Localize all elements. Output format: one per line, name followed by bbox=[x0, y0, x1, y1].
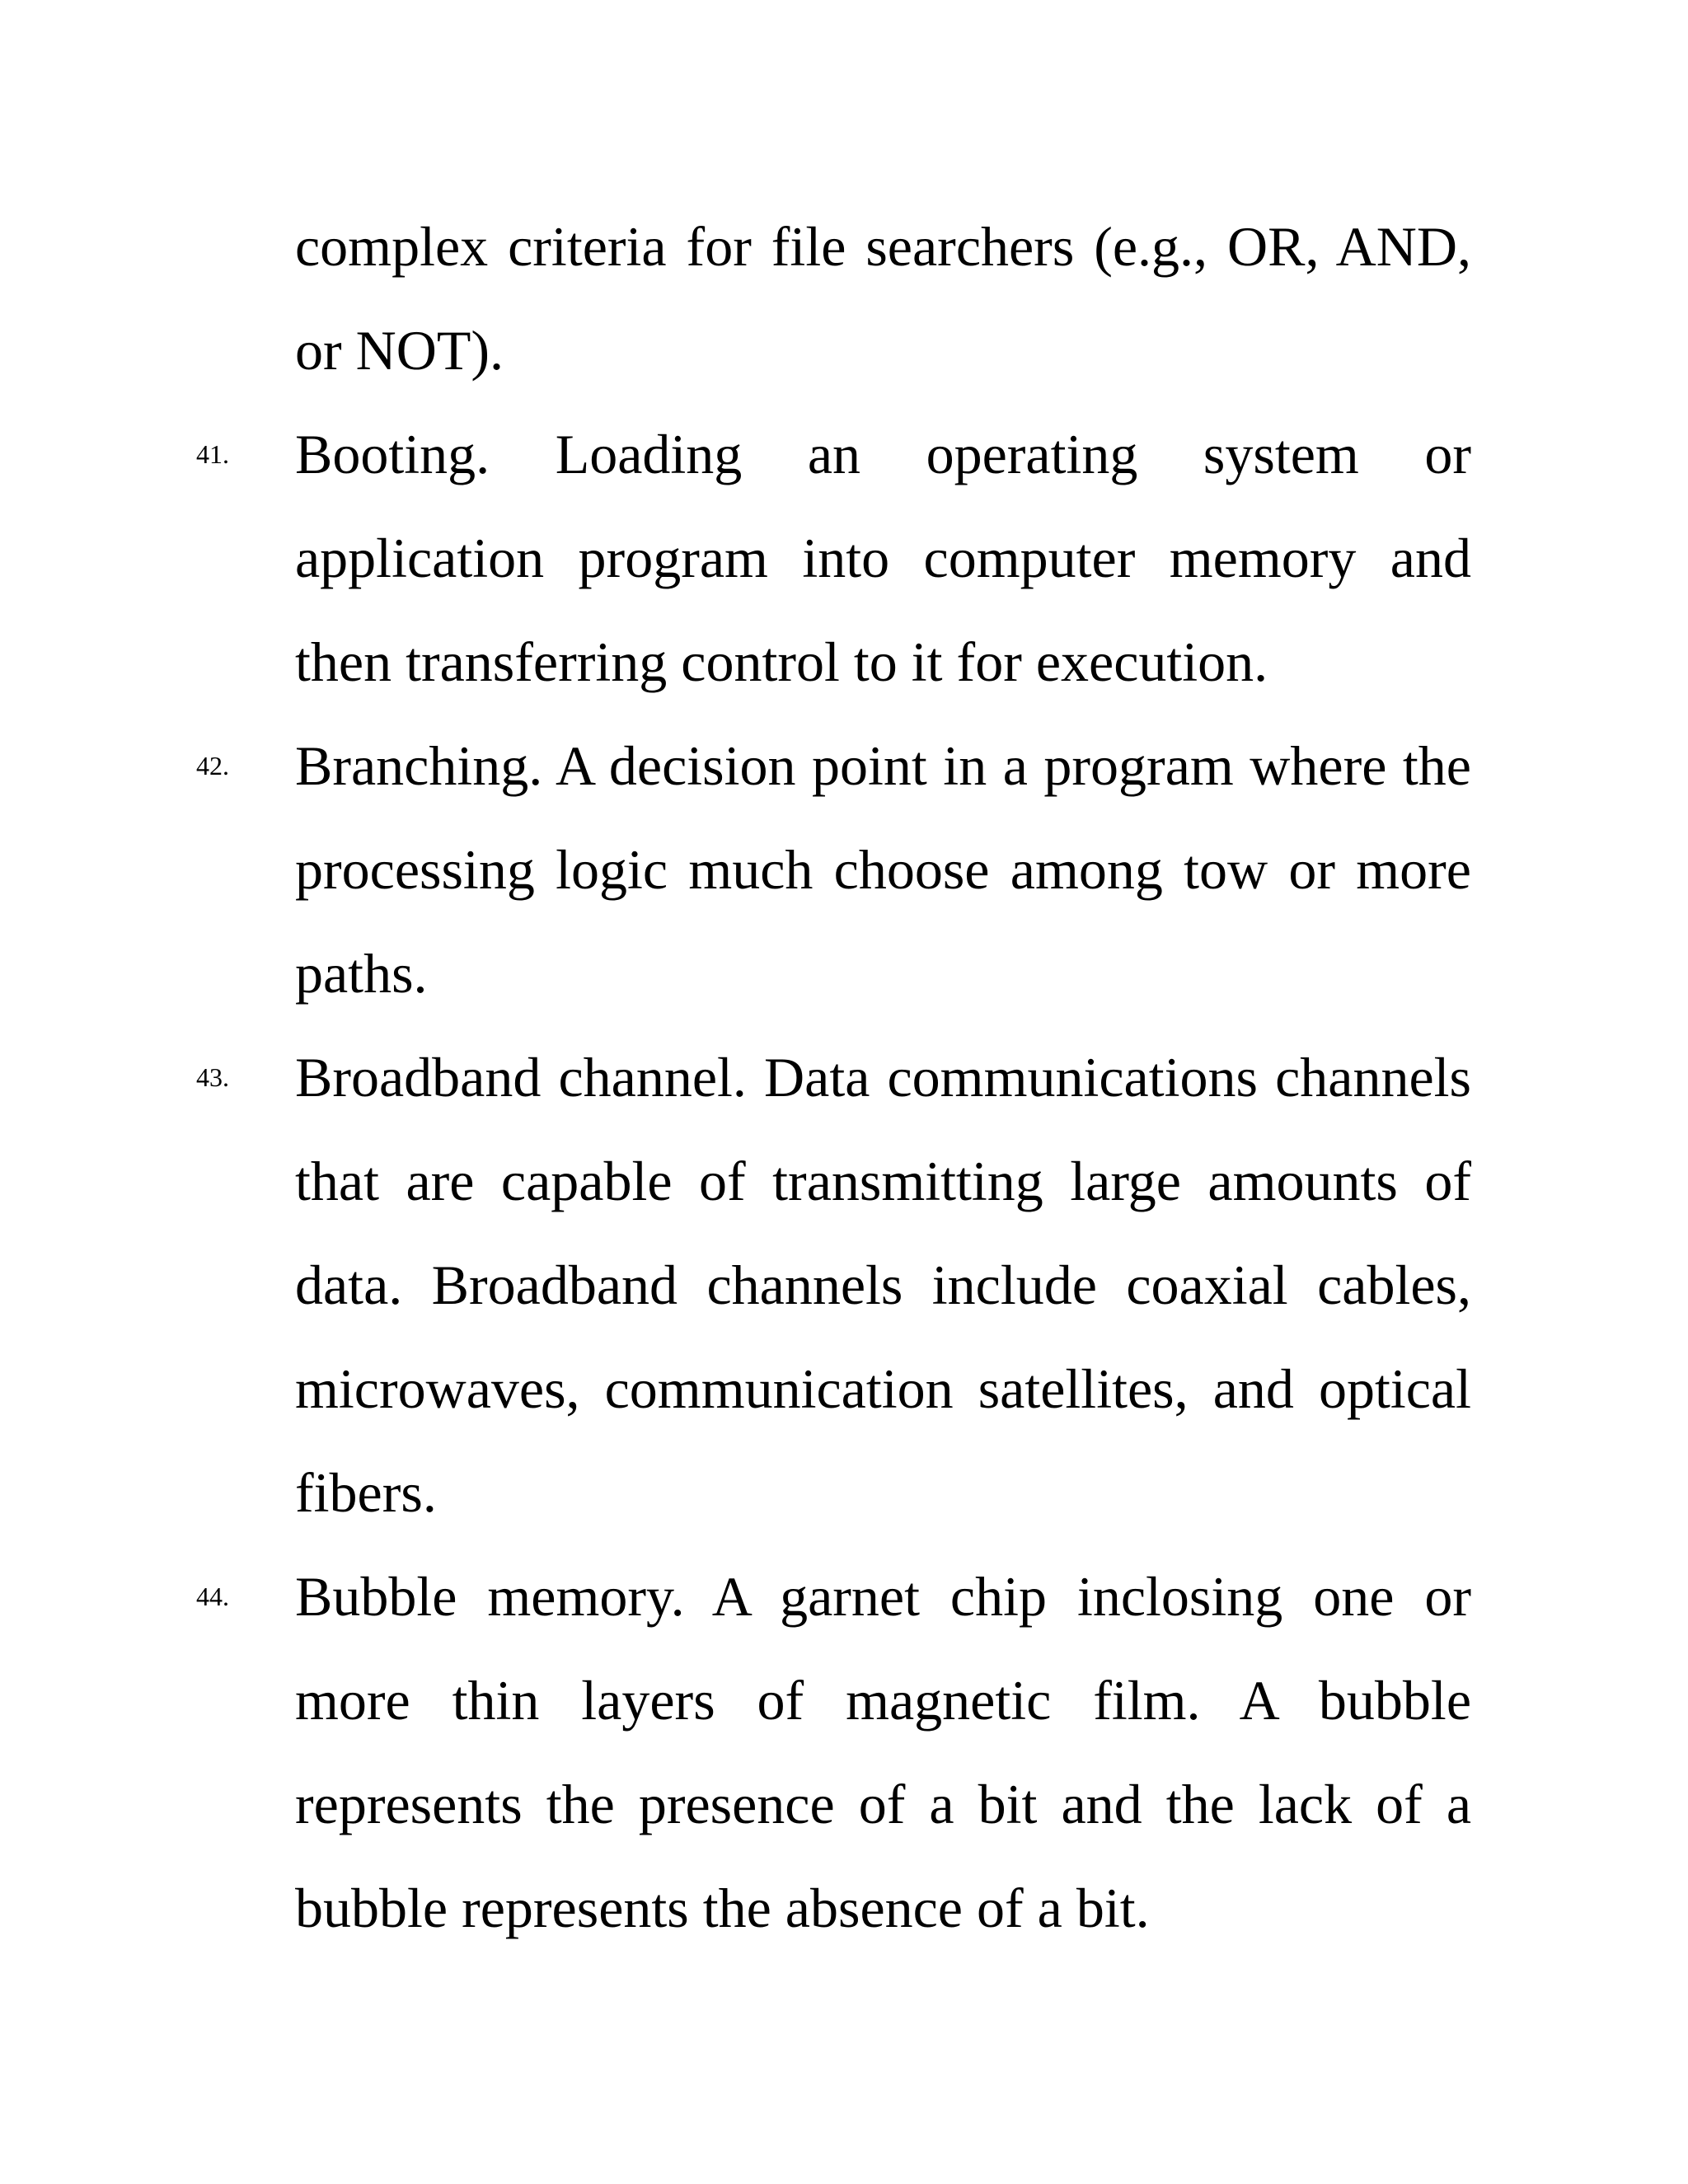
entry-text: Bubble memory. A garnet chip inclosing one or more thin layers of magnetic film. A bubble represents the presence of a bit and the lack of a bubble represents the absence of a bit. bbox=[295, 1565, 1471, 1939]
continuation-paragraph bbox=[295, 194, 1471, 402]
entry-number: 43. bbox=[196, 1062, 229, 1092]
entry-number: 44. bbox=[196, 1582, 229, 1611]
continuation-text: complex criteria for file searchers (e.g., OR, AND, or NOT). bbox=[295, 215, 1471, 382]
entry-number: 42. bbox=[196, 751, 229, 780]
glossary-entry-41 bbox=[196, 402, 1471, 714]
entry-text: Booting. Loading an operating system or application program into computer memory and then transferring control to it for execution. bbox=[295, 423, 1471, 693]
glossary-entry-42 bbox=[196, 714, 1471, 1025]
entry-number: 41. bbox=[196, 439, 229, 469]
glossary-entry-43 bbox=[196, 1025, 1471, 1544]
entry-text: Branching. A decision point in a program where the processing logic much choose among tow or more paths. bbox=[295, 734, 1471, 1005]
glossary-entry-44 bbox=[196, 1544, 1471, 1960]
entry-text: Broadband channel. Data communications channels that are capable of transmitting large amounts of data. Broadband channels include coaxial cables, microwaves, communication satellites, and optical fibers. bbox=[295, 1046, 1471, 1524]
glossary-list bbox=[196, 402, 1471, 1960]
